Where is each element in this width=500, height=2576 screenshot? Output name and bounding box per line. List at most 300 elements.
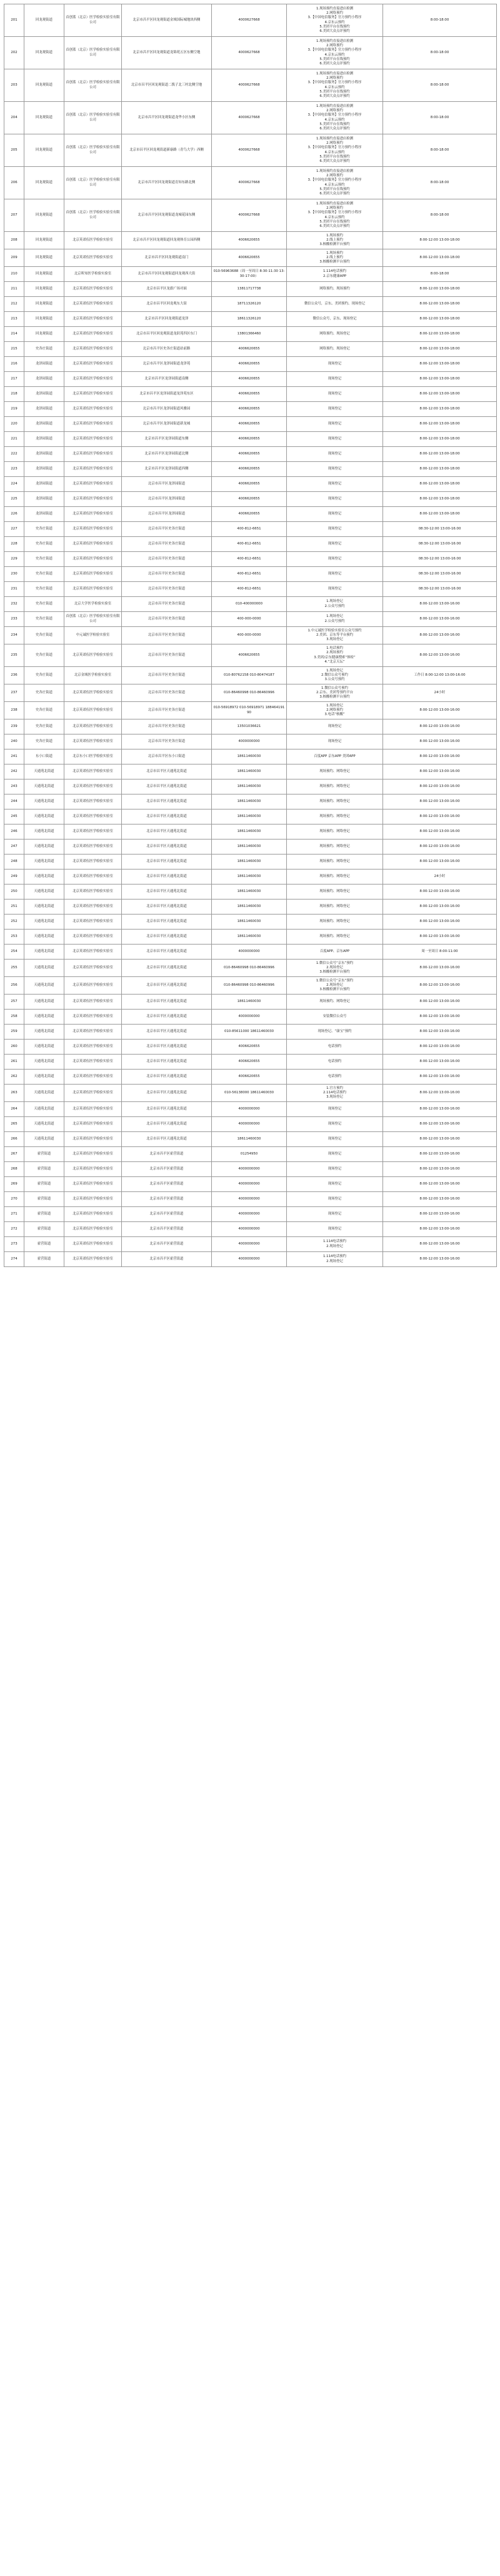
booking-methods [287, 1207, 383, 1222]
service-hours: 8:00-12:00 13:00-16:00 [383, 839, 497, 854]
booking-methods [287, 387, 383, 402]
institution-name: 首创蓝（北京）医学检验实验室有限公司 [64, 134, 122, 167]
street-name: 回龙观街道 [24, 102, 64, 134]
booking-methods [287, 522, 383, 537]
booking-method: 现场登记 [328, 541, 342, 546]
row-number: 260 [4, 1040, 24, 1055]
booking-methods [287, 342, 383, 357]
booking-method: 1.微信公众号“京东”预约 [316, 961, 354, 965]
booking-methods [287, 764, 383, 779]
street-name: 天通苑北街道 [24, 915, 64, 930]
booking-method: 4.京东云预约 [324, 118, 345, 122]
site-address: 北京市昌平区天通苑北街道 [122, 1025, 212, 1040]
contact-phone: 4000000000 [212, 1177, 287, 1192]
street-name: 天通苑北街道 [24, 824, 64, 839]
contact-phone: 01254950 [212, 1147, 287, 1162]
street-name: 霍营街道 [24, 1147, 64, 1162]
booking-method: 6.美团大众点评预约 [319, 126, 350, 131]
street-name: 天通苑北街道 [24, 1025, 64, 1040]
service-hours: 周一至周日 8:00-11:00 [383, 945, 497, 960]
institution-name: 北京英诺伍医学检验实验室 [64, 249, 122, 267]
service-hours: 8:00-12:00 13:00-16:00 [383, 809, 497, 824]
street-name: 霍营街道 [24, 1192, 64, 1207]
site-address: 北京市昌平区史各庄街道 [122, 567, 212, 582]
booking-method: 1.现场登记 [326, 668, 343, 673]
contact-phone: 4006620655 [212, 432, 287, 447]
table-row [4, 824, 497, 839]
service-hours: 8:00-12:00 13:00-16:00 [383, 854, 497, 870]
booking-methods [287, 612, 383, 627]
booking-methods [287, 1117, 383, 1132]
institution-name: 北京英诺伍医学检验实验室 [64, 809, 122, 824]
table-row [4, 432, 497, 447]
row-number: 222 [4, 447, 24, 462]
booking-methods [287, 824, 383, 839]
street-name: 回龙观街道 [24, 297, 64, 312]
booking-method: 现场登记、“康宝”预约 [318, 1029, 352, 1033]
service-hours: 8:00-12:00 13:00-16:00 [383, 1025, 497, 1040]
booking-method: 现场登记 [328, 1121, 342, 1126]
booking-method: 网络预约、现场预约 [319, 286, 350, 291]
service-hours: 8:00-12:00 13:00-16:00 [383, 1252, 497, 1267]
booking-method: 现场预约、网络登记 [319, 784, 350, 788]
booking-method: 3.美团/京东健康搜索“体检” [314, 655, 356, 659]
row-number: 220 [4, 417, 24, 432]
booking-methods [287, 1102, 383, 1117]
service-hours: 8:00-12:00 13:00-18:00 [383, 417, 497, 432]
row-number: 211 [4, 282, 24, 297]
table-row [4, 1055, 497, 1070]
site-address: 北京市昌平区史各庄街道 [122, 644, 212, 667]
row-number: 202 [4, 37, 24, 69]
row-number: 272 [4, 1222, 24, 1237]
booking-method: 3.【中国电信服务】官方预约小程序 [308, 211, 362, 215]
booking-methods [287, 477, 383, 492]
row-number: 204 [4, 102, 24, 134]
row-number: 229 [4, 552, 24, 567]
booking-method: 3.电话“核酸” [324, 713, 345, 717]
booking-method: 2.网络预约 [326, 708, 343, 712]
row-number: 248 [4, 854, 24, 870]
site-address: 北京市昌平区史各庄街道 [122, 597, 212, 612]
institution-name: 首创蓝（北京）医学检验实验室有限公司 [64, 199, 122, 232]
booking-method: 4.京东云预约 [324, 150, 345, 154]
street-name: 史各庄街道 [24, 612, 64, 627]
street-name: 天通苑北街道 [24, 870, 64, 885]
booking-method: 现场登记 [328, 391, 342, 396]
table-row [4, 1237, 497, 1252]
street-name: 天通苑北街道 [24, 1085, 64, 1102]
contact-phone: 18611460030 [212, 749, 287, 764]
contact-phone: 010-86460998 010-86460996 [212, 977, 287, 995]
street-name: 龙泽园街道 [24, 477, 64, 492]
street-name: 天通苑北街道 [24, 930, 64, 945]
table-row [4, 102, 497, 134]
service-hours: 8:00-18:00 [383, 134, 497, 167]
service-hours: 8:00-12:00 13:00-16:00 [383, 749, 497, 764]
institution-name: 北京英诺伍医学检验实验室 [64, 1085, 122, 1102]
service-hours: 8:00-12:00 13:00-18:00 [383, 282, 497, 297]
street-name: 史各庄街道 [24, 684, 64, 702]
booking-method: 1.电话预约 [326, 646, 343, 651]
booking-methods [287, 1252, 383, 1267]
service-hours: 8:00-12:00 13:00-16:00 [383, 1237, 497, 1252]
table-row [4, 1040, 497, 1055]
institution-name: 北京英诺伍医学检验实验室 [64, 885, 122, 900]
street-name: 霍营街道 [24, 1177, 64, 1192]
booking-methods [287, 372, 383, 387]
contact-phone: 4006620655 [212, 447, 287, 462]
contact-phone: 4006620655 [212, 1040, 287, 1055]
booking-method: 现场预约、网络登记 [319, 769, 350, 773]
contact-phone: 13801366460 [212, 327, 287, 342]
booking-method: 1.现场预约直接进店检测 [316, 6, 354, 11]
site-address: 北京市昌平区天通苑北街道 [122, 1117, 212, 1132]
site-address: 北京市昌平区霍营街道 [122, 1147, 212, 1162]
booking-methods [287, 37, 383, 69]
site-address: 北京市昌平区霍营街道 [122, 1222, 212, 1237]
institution-name: 北京英诺伍医学检验实验室 [64, 417, 122, 432]
street-name: 回龙观街道 [24, 134, 64, 167]
site-address: 北京市昌平区史各庄街道 [122, 667, 212, 684]
service-hours: 8:00-12:00 13:00-16:00 [383, 1222, 497, 1237]
street-name: 东小口街道 [24, 749, 64, 764]
row-number: 215 [4, 342, 24, 357]
service-hours: 8:00-12:00 13:00-16:00 [383, 612, 497, 627]
site-address: 北京市昌平区史各庄街道 [122, 552, 212, 567]
institution-name: 北京英诺伍医学检验实验室 [64, 1070, 122, 1085]
service-hours: 8:00-12:00 13:00-18:00 [383, 357, 497, 372]
booking-methods [287, 597, 383, 612]
booking-method: 百度APP 京东APP 美团APP [314, 754, 356, 758]
table-row [4, 1102, 497, 1117]
service-hours: 8:00-12:00 13:00-16:00 [383, 824, 497, 839]
street-name: 史各庄街道 [24, 644, 64, 667]
table-row [4, 69, 497, 102]
booking-method: 6.美团大众点评预约 [319, 224, 350, 228]
site-address: 北京市昌平区天通苑北街道 [122, 995, 212, 1010]
row-number: 269 [4, 1177, 24, 1192]
contact-phone: 400-000-0000 [212, 627, 287, 644]
row-number: 207 [4, 199, 24, 232]
booking-method: 1.现场预约直接进店检测 [316, 169, 354, 173]
street-name: 回龙观街道 [24, 327, 64, 342]
booking-method: 1.现场登记 [326, 614, 343, 619]
contact-phone: 010-56918972 010-56918971 18846419190 [212, 702, 287, 719]
booking-method: 安装微信公众号 [322, 1014, 347, 1018]
site-address: 北京市昌平区史各庄街道 [122, 522, 212, 537]
table-row [4, 749, 497, 764]
contact-phone: 4006620655 [212, 387, 287, 402]
row-number: 224 [4, 477, 24, 492]
booking-methods [287, 684, 383, 702]
service-hours: 8:00-12:00 13:00-18:00 [383, 447, 497, 462]
booking-methods [287, 1162, 383, 1177]
site-address: 北京市昌平区回龙观街道龙泽 [122, 312, 212, 327]
row-number: 270 [4, 1192, 24, 1207]
contact-phone: 18611460030 [212, 809, 287, 824]
booking-method: 5.美团平台在线预约 [319, 122, 350, 126]
booking-method: 现场登记 [328, 1181, 342, 1186]
booking-method: 2.网络预约 [326, 11, 343, 16]
table-row [4, 462, 497, 477]
table-row [4, 719, 497, 734]
booking-method: 现场预约、网络登记 [319, 799, 350, 803]
row-number: 254 [4, 945, 24, 960]
booking-method: 4.京东云预约 [324, 20, 345, 24]
booking-method: 6.美团大众点评预约 [319, 94, 350, 98]
row-number: 252 [4, 915, 24, 930]
table-row [4, 794, 497, 809]
street-name: 霍营街道 [24, 1207, 64, 1222]
institution-name: 首创蓝（北京）医学检验实验室有限公司 [64, 167, 122, 199]
site-address: 北京市昌平区史各庄街道站前路 [122, 342, 212, 357]
institution-name: 北京英诺伍医学检验实验室 [64, 684, 122, 702]
contact-phone: 4006620655 [212, 357, 287, 372]
service-hours: 8:00-12:00 13:00-18:00 [383, 342, 497, 357]
site-address: 北京市昌平区回龙观街道南门 [122, 249, 212, 267]
table-row [4, 1147, 497, 1162]
row-number: 232 [4, 597, 24, 612]
site-address: 北京市昌平区史各庄街道 [122, 684, 212, 702]
contact-phone: 010-80762158 010-80474187 [212, 667, 287, 684]
contact-phone: 4000627668 [212, 37, 287, 69]
table-row [4, 297, 497, 312]
street-name: 天通苑北街道 [24, 809, 64, 824]
table-row [4, 1177, 497, 1192]
site-address: 北京市昌平区天通苑北街道 [122, 930, 212, 945]
booking-method: 百度APP、京东APP [319, 949, 350, 953]
contact-phone: 4000627668 [212, 199, 287, 232]
table-row [4, 537, 497, 552]
street-name: 天通苑北街道 [24, 1102, 64, 1117]
contact-phone: 4006620655 [212, 342, 287, 357]
institution-name: 北京英诺伍医学检验实验室 [64, 567, 122, 582]
booking-method: 现场登记 [328, 436, 342, 441]
booking-methods [287, 667, 383, 684]
contact-phone: 4006620655 [212, 249, 287, 267]
institution-name: 北京英诺伍医学检验实验室 [64, 582, 122, 597]
street-name: 龙泽园街道 [24, 507, 64, 522]
contact-phone: 4000000000 [212, 1222, 287, 1237]
institution-name: 北京金域医学检验实验室 [64, 667, 122, 684]
row-number: 226 [4, 507, 24, 522]
service-hours: 8:00-12:00 13:00-18:00 [383, 492, 497, 507]
service-hours: 8:00-18:00 [383, 37, 497, 69]
booking-method: 1.微信公众号“京东”预约 [316, 978, 354, 983]
service-hours: 08:30-12:00 13:00-16:00 [383, 582, 497, 597]
row-number: 242 [4, 764, 24, 779]
street-name: 龙泽园街道 [24, 492, 64, 507]
service-hours: 8:00-12:00 13:00-16:00 [383, 900, 497, 915]
booking-method: 现场预约、网络登记 [319, 844, 350, 848]
street-name: 龙泽园街道 [24, 462, 64, 477]
street-name: 史各庄街道 [24, 537, 64, 552]
booking-method: 现场登记 [328, 586, 342, 591]
street-name: 天通苑北街道 [24, 854, 64, 870]
institution-name: 北京英诺伍医学检验实验室 [64, 537, 122, 552]
row-number: 231 [4, 582, 24, 597]
service-hours: 8:00-18:00 [383, 102, 497, 134]
street-name: 天通苑北街道 [24, 900, 64, 915]
street-name: 天通苑北街道 [24, 977, 64, 995]
contact-phone: 18611460030 [212, 885, 287, 900]
site-address: 北京市昌平区东小口街道 [122, 749, 212, 764]
site-address: 北京市昌平区天通苑北街道 [122, 977, 212, 995]
booking-method: 现场预约、网络登记 [319, 934, 350, 938]
site-address: 北京市昌平区回龙观街道金域国际城地块西侧 [122, 4, 212, 37]
table-row [4, 885, 497, 900]
service-hours: 8:00-18:00 [383, 69, 497, 102]
site-address: 北京市昌平区龙泽园街道新龙城 [122, 417, 212, 432]
testing-sites-table [4, 4, 497, 1267]
row-number: 235 [4, 644, 24, 667]
institution-name: 北京英诺伍医学检验实验室 [64, 232, 122, 249]
booking-method: 2.京东、美团等预约平台 [316, 690, 354, 694]
service-hours: 8:00-12:00 13:00-16:00 [383, 1147, 497, 1162]
site-address: 北京市昌平区天通苑北街道 [122, 1010, 212, 1025]
contact-phone: 010-400000000 [212, 597, 287, 612]
table-row [4, 930, 497, 945]
service-hours: 8:00-12:00 13:00-16:00 [383, 977, 497, 995]
contact-phone: 18611460030 [212, 764, 287, 779]
booking-method: 现场登记 [328, 526, 342, 531]
street-name: 史各庄街道 [24, 627, 64, 644]
booking-method: 3.【中国电信服务】官方预约小程序 [308, 113, 362, 118]
service-hours: 8:00-12:00 13:00-16:00 [383, 1055, 497, 1070]
contact-phone: 4000000000 [212, 1237, 287, 1252]
contact-phone: 18611460030 [212, 779, 287, 794]
street-name: 史各庄街道 [24, 567, 64, 582]
site-address: 北京市昌平区天通苑北街道 [122, 764, 212, 779]
booking-methods [287, 249, 383, 267]
booking-method: 现场登记 [328, 739, 342, 743]
booking-methods [287, 779, 383, 794]
contact-phone: 4000000000 [212, 1010, 287, 1025]
booking-method: 现场登记 [328, 1166, 342, 1171]
row-number: 261 [4, 1055, 24, 1070]
contact-phone: 4000000000 [212, 1252, 287, 1267]
row-number: 240 [4, 734, 24, 749]
booking-methods [287, 1237, 383, 1252]
booking-method: 3.【中国电信服务】官方预约小程序 [308, 16, 362, 20]
contact-phone: 4000000000 [212, 945, 287, 960]
booking-method: 电话预约 [328, 1044, 342, 1048]
street-name: 天通苑北街道 [24, 995, 64, 1010]
table-row [4, 1025, 497, 1040]
service-hours: 8:00-12:00 13:00-18:00 [383, 477, 497, 492]
service-hours: 8:00-18:00 [383, 199, 497, 232]
booking-method: 现场登记 [328, 496, 342, 501]
booking-method: 现场登记 [328, 481, 342, 486]
table-row [4, 1207, 497, 1222]
street-name: 回龙观街道 [24, 282, 64, 297]
service-hours: 8:00-12:00 13:00-16:00 [383, 764, 497, 779]
row-number: 230 [4, 567, 24, 582]
street-name: 天通苑北街道 [24, 1132, 64, 1147]
booking-method: 2.网络预约 [326, 141, 343, 146]
institution-name: 北京英诺伍医学检验实验室 [64, 1207, 122, 1222]
service-hours: 8:00-12:00 13:00-16:00 [383, 915, 497, 930]
institution-name: 北京英诺伍医学检验实验室 [64, 995, 122, 1010]
booking-method: 现场预约、网络登记 [319, 904, 350, 908]
row-number: 267 [4, 1147, 24, 1162]
institution-name: 北京东小口医学检验实验室 [64, 749, 122, 764]
contact-phone: 4000000000 [212, 1102, 287, 1117]
site-address: 北京市昌平区霍营街道 [122, 1207, 212, 1222]
booking-methods [287, 582, 383, 597]
row-number: 216 [4, 357, 24, 372]
contact-phone: 4000627668 [212, 167, 287, 199]
table-row [4, 734, 497, 749]
institution-name: 北京英诺伍医学检验实验室 [64, 462, 122, 477]
booking-methods [287, 167, 383, 199]
site-address: 北京市昌平区史各庄街道 [122, 719, 212, 734]
contact-phone: 4000627668 [212, 102, 287, 134]
booking-methods [287, 1085, 383, 1102]
service-hours: 8:00-12:00 13:00-16:00 [383, 794, 497, 809]
booking-method: 现场登记 [328, 1211, 342, 1216]
institution-name: 北京英诺伍医学检验实验室 [64, 915, 122, 930]
booking-method: 现场登记 [328, 361, 342, 366]
booking-method: 现场登记 [328, 724, 342, 728]
booking-method: 1.114电话预约 [323, 1255, 346, 1259]
table-row [4, 627, 497, 644]
table-row [4, 372, 497, 387]
institution-name: 北京英诺伍医学检验实验室 [64, 719, 122, 734]
booking-method: 现场登记 [328, 466, 342, 471]
institution-name: 北京英诺伍医学检验实验室 [64, 387, 122, 402]
institution-name: 中元诚医学检验实验室 [64, 627, 122, 644]
booking-method: 现场预约、网络登记 [319, 859, 350, 863]
institution-name: 北京英诺伍医学检验实验室 [64, 945, 122, 960]
street-name: 霍营街道 [24, 1237, 64, 1252]
site-address: 北京市昌平区霍营街道 [122, 1177, 212, 1192]
site-address: 北京市昌平区龙泽园街道龙泽苑东区 [122, 387, 212, 402]
institution-name: 首创蓝（北京）医学检验实验室有限公司 [64, 612, 122, 627]
row-number: 243 [4, 779, 24, 794]
site-address: 北京市昌平区龙泽园街道 [122, 492, 212, 507]
booking-methods [287, 885, 383, 900]
site-address: 北京市昌平区史各庄街道 [122, 702, 212, 719]
booking-method: 2.现场登记 [326, 983, 343, 987]
institution-name: 北京大学医学检验实验室 [64, 597, 122, 612]
booking-methods [287, 134, 383, 167]
booking-method: 2.公众号预约 [324, 604, 345, 608]
institution-name: 北京英诺伍医学检验实验室 [64, 794, 122, 809]
service-hours: 8:00-18:00 [383, 167, 497, 199]
row-number: 247 [4, 839, 24, 854]
booking-method: 1.微信公众号预约 [321, 686, 348, 690]
booking-methods [287, 627, 383, 644]
street-name: 回龙观街道 [24, 37, 64, 69]
street-name: 回龙观街道 [24, 199, 64, 232]
site-address: 北京市昌平区天通苑北街道 [122, 915, 212, 930]
site-address: 北京市昌平区天通苑北街道 [122, 1132, 212, 1147]
booking-method: 现场预约、网络登记 [319, 919, 350, 923]
contact-phone: 400-812-6651 [212, 567, 287, 582]
booking-method: 现场登记 [328, 1151, 342, 1156]
table-row [4, 417, 497, 432]
booking-method: 电话预约 [328, 1074, 342, 1078]
booking-method: 1.现场登记 [326, 599, 343, 604]
contact-phone: 010-86460998 010-86460996 [212, 960, 287, 977]
institution-name: 北京英诺伍医学检验实验室 [64, 1177, 122, 1192]
table-row [4, 779, 497, 794]
service-hours: 8:00-12:00 13:00-18:00 [383, 462, 497, 477]
table-row [4, 809, 497, 824]
row-number: 244 [4, 794, 24, 809]
